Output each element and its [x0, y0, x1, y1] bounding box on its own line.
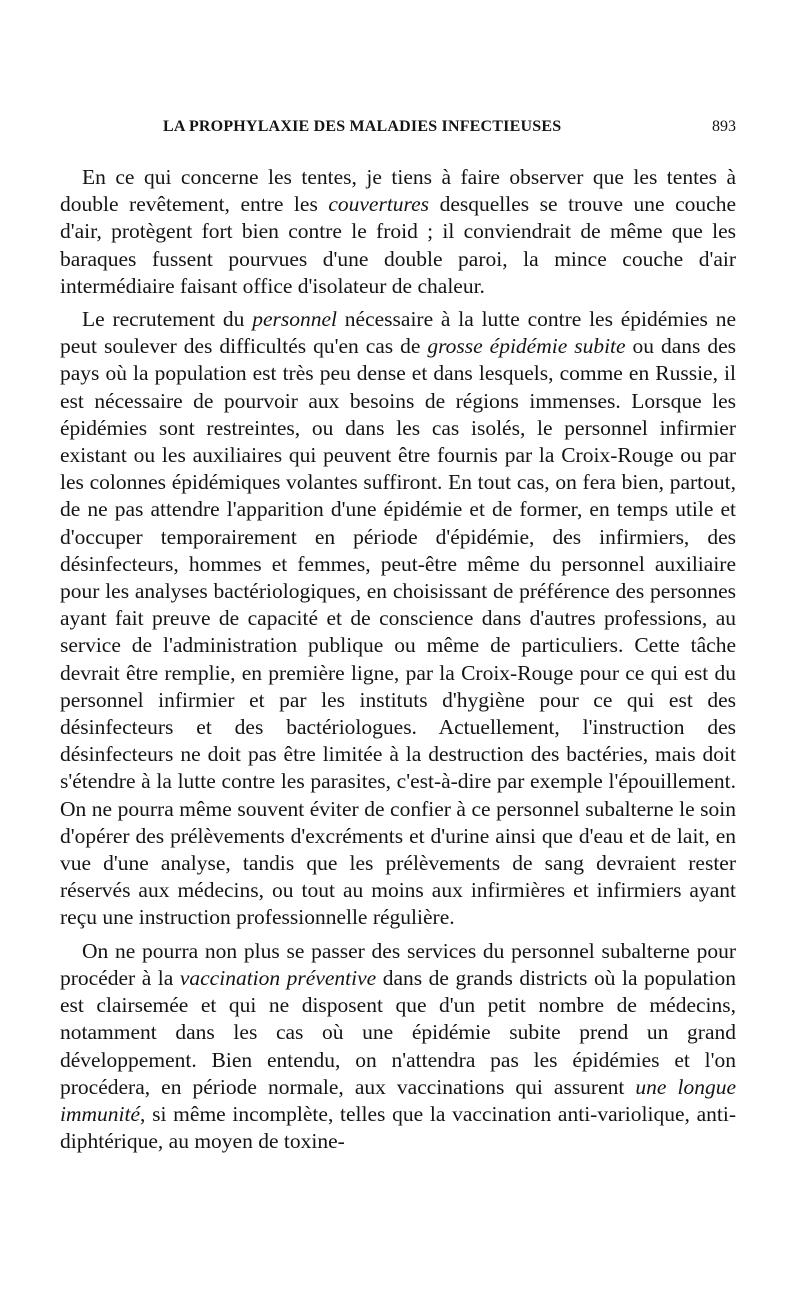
- italic-term: couvertures: [328, 192, 430, 217]
- paragraph: [60, 938, 736, 1156]
- italic-term: vaccination préventive: [179, 965, 377, 990]
- text-run: , si même incomplète, telles que la vaccination anti-variolique, anti-diphtérique, au moyen de toxine-: [60, 1101, 736, 1154]
- text-run: nécessaire à la lutte contre les épidémies ne peut soulever des difficultés qu'en cas de: [60, 307, 736, 359]
- page-number: 893: [712, 118, 736, 135]
- running-header: [60, 118, 736, 144]
- italic-term: une longue immunité: [60, 1074, 736, 1126]
- italic-term: grosse épidémie subite: [427, 334, 626, 359]
- text-run: On ne pourra non plus se passer des services du personnel subalterne pour procéder à la: [60, 938, 736, 990]
- paragraph: [60, 164, 736, 300]
- text-run: En ce qui concerne les tentes, je tiens à faire observer que les tentes à double revêtement, entre les: [60, 165, 736, 217]
- book-page: [60, 118, 736, 1161]
- italic-term: personnel: [252, 307, 338, 332]
- running-title: LA PROPHYLAXIE DES MALADIES INFECTIEUSES: [163, 118, 562, 135]
- text-run: desquelles se trouve une couche d'air, protègent fort bien contre le froid ; il conviendrait de même que les baraques fussent pourvues d'une double paroi, la mince couche d'air intermédiaire faisant office d'isolateur de chaleur.: [60, 192, 736, 298]
- text-run: Le recrutement du: [82, 307, 253, 332]
- text-run: ou dans des pays où la population est très peu dense et dans lesquels, comme en Russie, il est nécessaire de pourvoir aux besoins de régions immenses. Lorsque les épidémies sont restreintes, ou dans les cas isolés, le personnel infirmier existant ou les auxiliaires qui peuvent être fournis par la Croix-Rouge ou par les colonnes épidémiques volantes suffiront. En tout cas, on fera bien, partout, de ne pas attendre l'apparition d'une épidémie et de former, en temps utile et d'occuper temporairement en période d'épidémie, des infirmiers, des désinfecteurs, hommes et femmes, peut-être même du personnel auxiliaire pour les analyses bactériologiques, en choisissant de préférence des personnes ayant fait preuve de capacité et de conscience dans d'autres professions, au service de l'administration publique ou même de particuliers. Cette tâche devrait être remplie, en première ligne, par la Croix-Rouge pour ce qui est du personnel infirmier et par les instituts d'hygiène pour ce qui est des désinfecteurs et des bactériologues. Actuellement, l'instruction des désinfecteurs ne doit pas être limitée à la destruction des bactéries, mais doit s'étendre à la lutte contre les parasites, c'est-à-dire par exemple l'épouillement. On ne pourra même souvent éviter de confier à ce personnel subalterne le soin d'opérer des prélèvements d'excréments et d'urine ainsi que d'eau et de lait, en vue d'une analyse, tandis que les prélèvements de sang devraient rester réservés aux médecins, ou tout au moins aux infirmières et infirmiers ayant reçu une instruction professionnelle régulière.: [60, 334, 736, 930]
- body-text: [60, 164, 736, 1155]
- paragraph: [60, 306, 736, 932]
- text-run: dans de grands districts où la population est clairsemée et qui ne disposent que d'un petit nombre de médecins, notamment dans les cas où une épidémie subite prend un grand développement. Bien entendu, on n'attendra pas les épidémies et l'on procédera, en période normale, aux vaccinations qui assurent: [60, 965, 736, 1099]
